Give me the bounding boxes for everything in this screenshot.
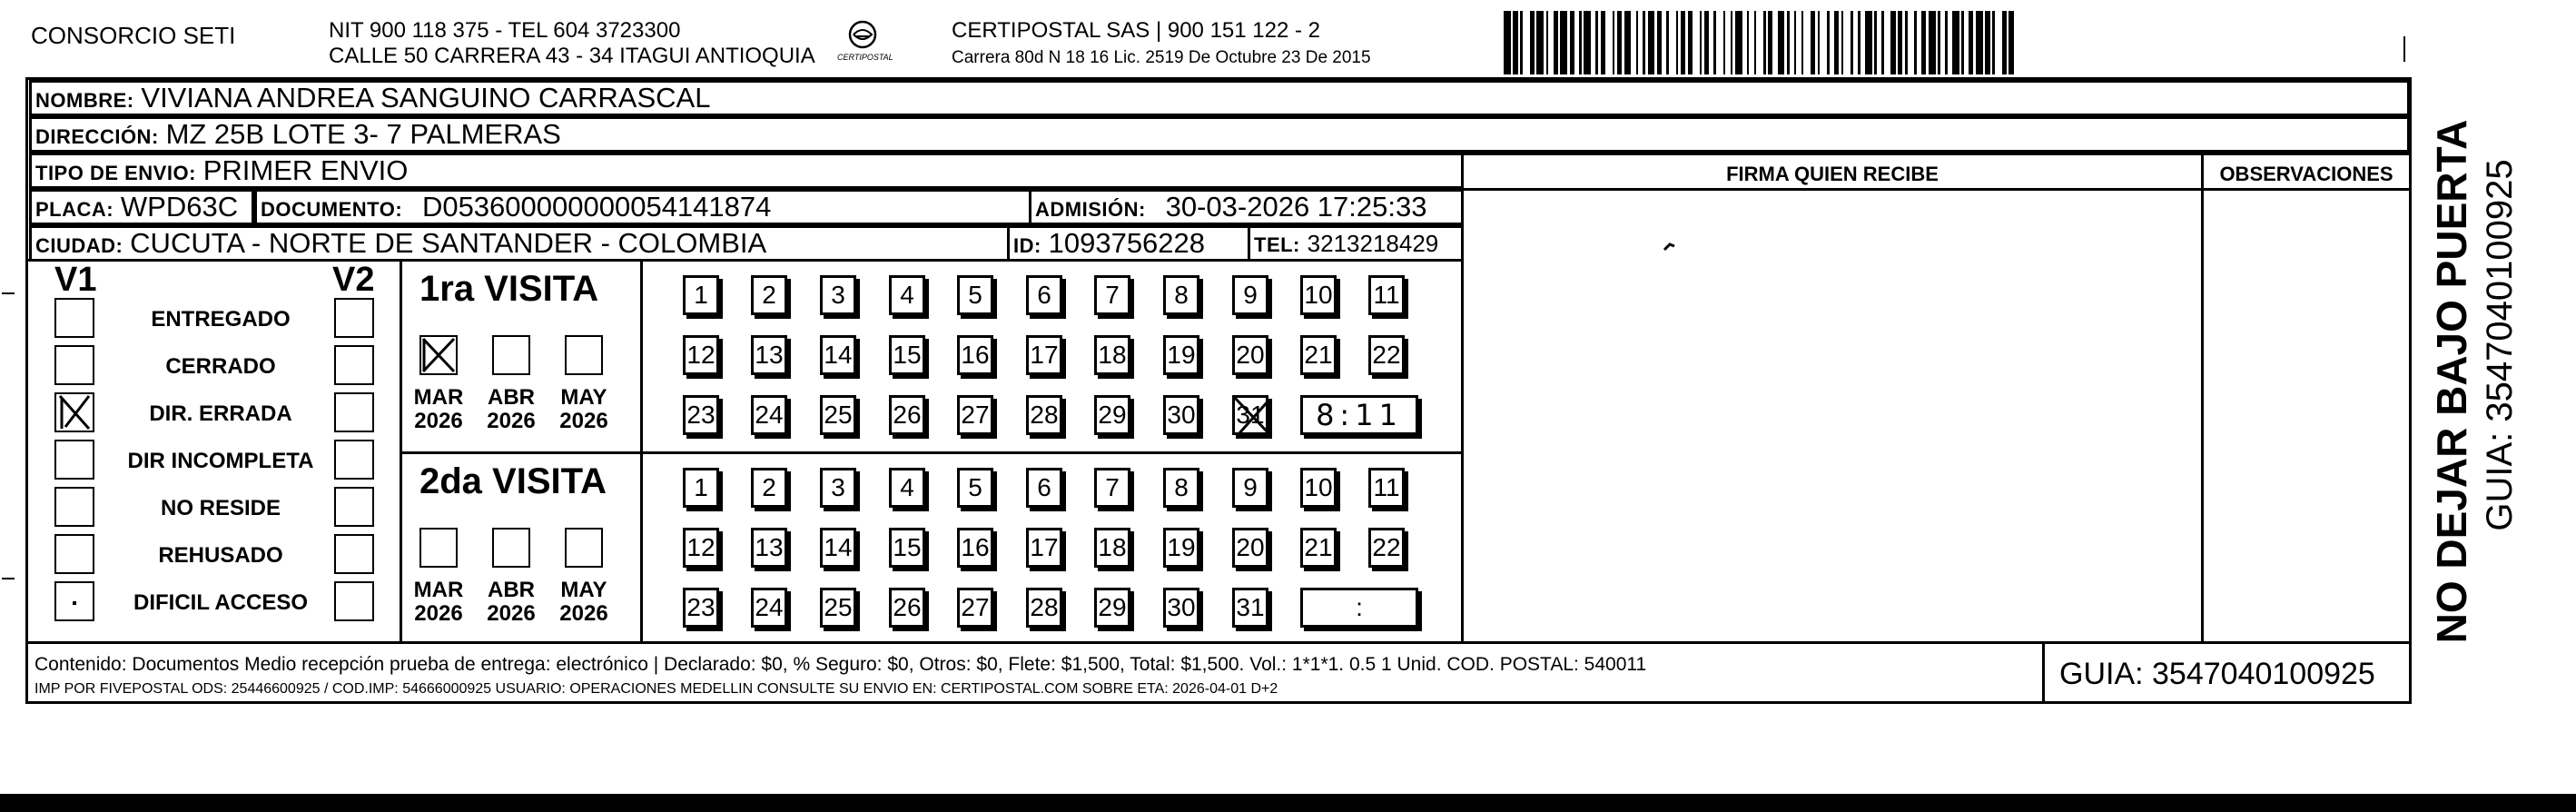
v1-checkbox[interactable]	[54, 581, 94, 621]
footer-guia: GUIA: 3547040100925	[2059, 657, 2375, 691]
barcode-bar	[1747, 11, 1750, 74]
barcode-bar	[1841, 11, 1844, 74]
day-checkbox[interactable]: 5	[957, 275, 993, 315]
barcode-bar	[1520, 11, 1523, 74]
day-checkbox[interactable]: 4	[889, 275, 925, 315]
day-checkbox[interactable]: 27	[957, 588, 993, 628]
day-checkbox[interactable]: 22	[1368, 335, 1405, 375]
barcode-bar	[1881, 11, 1884, 74]
day-checkbox[interactable]: 10	[1300, 468, 1337, 508]
placa-label: PLACA:	[35, 198, 114, 221]
barcode-bar	[1613, 11, 1615, 74]
status-option-label: ENTREGADO	[151, 307, 291, 332]
time-box[interactable]: 8:11	[1300, 395, 1418, 435]
barcode-bar	[1827, 11, 1830, 74]
barcode-bar	[1579, 11, 1582, 74]
day-checkbox[interactable]: 9	[1232, 468, 1268, 508]
v2-checkbox[interactable]	[334, 392, 374, 432]
day-checkbox[interactable]: 12	[683, 528, 719, 568]
barcode-bar	[1890, 11, 1895, 74]
barcode-bar	[1992, 11, 1995, 74]
barcode-bar	[1584, 11, 1591, 74]
observaciones-column	[2201, 153, 2412, 644]
barcode-bar	[1818, 11, 1821, 74]
id-row	[1007, 225, 1250, 262]
day-checkbox[interactable]: 22	[1368, 528, 1405, 568]
day-checkbox[interactable]: 3	[820, 468, 856, 508]
barcode	[1504, 11, 2230, 76]
id-label: ID:	[1013, 234, 1041, 257]
admision-row	[1029, 189, 1464, 225]
admision-value: 30-03-2026 17:25:33	[1165, 191, 1427, 223]
day-checkbox[interactable]: 18	[1094, 528, 1130, 568]
documento-row	[254, 189, 1031, 225]
barcode-bar	[1704, 11, 1709, 74]
id-value: 1093756228	[1048, 227, 1206, 259]
day-checkbox[interactable]: 12	[683, 335, 719, 375]
barcode-bar	[1874, 11, 1877, 74]
day-checkbox[interactable]: 30	[1163, 395, 1199, 435]
tipo-envio-row	[29, 153, 1464, 189]
v1-heading: V1	[54, 261, 97, 299]
day-checkbox[interactable]: 20	[1232, 528, 1268, 568]
visit1-title: 1ra VISITA	[419, 269, 599, 309]
signature-mark	[1663, 240, 1676, 256]
barcode-bar	[1601, 11, 1605, 74]
footer-imp-line: IMP POR FIVEPOSTAL ODS: 25446600925 / COD.IMP: 54666000925 USUARIO: OPERACIONES MEDELLIN CONSULTE SU ENVIO EN: CERTIPOSTAL.COM SOBRE ETA: 2026-04-01 D+2	[35, 681, 1278, 697]
day-checkbox[interactable]: 25	[820, 395, 856, 435]
v2-checkbox[interactable]	[334, 487, 374, 527]
license-line: Carrera 80d N 18 16 Lic. 2519 De Octubre 23 De 2015	[952, 48, 1371, 67]
ciudad-label: CIUDAD:	[35, 234, 123, 257]
day-checkbox[interactable]: 1	[683, 468, 719, 508]
day-checkbox[interactable]: 17	[1026, 528, 1062, 568]
bottom-scan-edge	[0, 794, 2576, 812]
observaciones-header: OBSERVACIONES	[2219, 163, 2393, 185]
barcode-bar	[1976, 11, 1983, 74]
barcode-bar	[1834, 11, 1839, 74]
day-checkbox[interactable]: 23	[683, 588, 719, 628]
barcode-bar	[1546, 11, 1549, 74]
day-checkbox[interactable]: 19	[1163, 528, 1199, 568]
barcode-bar	[1851, 11, 1853, 74]
barcode-bar	[1570, 11, 1574, 74]
day-checkbox[interactable]: 18	[1094, 335, 1130, 375]
barcode-bar	[1778, 11, 1785, 74]
direccion-label: DIRECCIÓN:	[35, 125, 159, 148]
day-checkbox[interactable]: 2	[751, 468, 787, 508]
day-checkbox[interactable]: 8	[1163, 275, 1199, 315]
barcode-bar	[1643, 11, 1645, 74]
tel-row	[1248, 225, 1464, 262]
barcode-bar	[1905, 11, 1908, 74]
documento-value: D053600000000054141874	[421, 191, 772, 223]
day-checkbox[interactable]: 27	[957, 395, 993, 435]
barcode-bar	[1754, 11, 1757, 74]
barcode-bar	[1560, 11, 1567, 74]
barcode-bar	[1969, 11, 1973, 74]
tel-value: 3213218429	[1307, 230, 1439, 257]
barcode-bar	[1648, 11, 1655, 74]
ciudad-value: CUCUTA - NORTE DE SANTANDER - COLOMBIA	[130, 227, 767, 259]
barcode-bar	[1961, 11, 1964, 74]
ciudad-row	[29, 225, 1010, 262]
barcode-bar	[1811, 11, 1815, 74]
tel-label: TEL:	[1254, 233, 1300, 256]
status-option-label: DIR INCOMPLETA	[127, 449, 314, 473]
month-label: MAR 2026	[413, 578, 464, 627]
barcode-bar	[1723, 11, 1726, 74]
day-checkbox[interactable]: 11	[1368, 275, 1405, 315]
day-checkbox[interactable]: 21	[1300, 528, 1337, 568]
month-checkbox[interactable]	[492, 335, 530, 375]
v1-checkbox[interactable]	[54, 345, 94, 385]
placa-value: WPD63C	[120, 191, 239, 223]
day-checkbox[interactable]: 26	[889, 588, 925, 628]
barcode-bar	[1676, 11, 1679, 74]
v2-checkbox[interactable]	[334, 581, 374, 621]
left-edge-mark	[2, 292, 15, 294]
day-checkbox[interactable]: 1	[683, 275, 719, 315]
day-checkbox[interactable]: 15	[889, 528, 925, 568]
direccion-value: MZ 25B LOTE 3- 7 PALMERAS	[165, 118, 561, 150]
status-option-label: NO RESIDE	[160, 496, 281, 520]
admision-label: ADMISIÓN:	[1035, 198, 1146, 221]
v2-heading: V2	[332, 261, 375, 299]
day-checkbox[interactable]: 8	[1163, 468, 1199, 508]
barcode-bar	[1554, 11, 1558, 74]
barcode-bar	[1636, 11, 1639, 74]
v1-checkbox[interactable]	[54, 440, 94, 480]
v1-checkbox[interactable]	[54, 487, 94, 527]
day-checkbox[interactable]: 14	[820, 335, 856, 375]
day-checkbox[interactable]: 17	[1026, 335, 1062, 375]
barcode-bar	[1666, 11, 1669, 74]
barcode-bar	[1624, 11, 1632, 74]
month-checkbox[interactable]	[419, 528, 458, 568]
barcode-bar	[1735, 11, 1742, 74]
day-checkbox[interactable]: 30	[1163, 588, 1199, 628]
barcode-bar	[1921, 11, 1926, 74]
company-name: CONSORCIO SETI	[31, 22, 236, 49]
day-checkbox[interactable]: 7	[1094, 468, 1130, 508]
day-checkbox[interactable]: 16	[957, 528, 993, 568]
placa-row	[29, 189, 254, 225]
day-checkbox[interactable]: 11	[1368, 468, 1405, 508]
barcode-bar	[1801, 11, 1804, 74]
logo-text: CERTIPOSTAL	[837, 53, 893, 62]
barcode-bar	[1945, 11, 1948, 74]
day-checkbox[interactable]: 21	[1300, 335, 1337, 375]
month-label: MAR 2026	[413, 385, 464, 434]
day-checkbox[interactable]: 2	[751, 275, 787, 315]
barcode-bar	[1536, 11, 1544, 74]
tipo-envio-label: TIPO DE ENVIO:	[35, 162, 196, 184]
day-checkbox[interactable]: 3	[820, 275, 856, 315]
day-checkbox[interactable]: 4	[889, 468, 925, 508]
day-checkbox[interactable]: 24	[751, 395, 787, 435]
barcode-bar	[1681, 11, 1685, 74]
left-edge-mark-2	[2, 578, 15, 579]
month-label: MAY 2026	[559, 385, 608, 434]
time-box[interactable]: :	[1300, 588, 1418, 628]
side-guia: GUIA: 3547040100925	[2480, 159, 2520, 531]
barcode-bar	[1504, 11, 1511, 74]
certipostal-line: CERTIPOSTAL SAS | 900 151 122 - 2	[952, 18, 1320, 43]
month-label: ABR 2026	[487, 578, 536, 627]
month-label: ABR 2026	[487, 385, 536, 434]
barcode-bar	[1985, 11, 1989, 74]
barcode-bar	[1787, 11, 1790, 74]
barcode-bar	[1914, 11, 1917, 74]
v1-checkbox[interactable]	[54, 534, 94, 574]
no-dejar-warning: NO DEJAR BAJO PUERTA	[2428, 119, 2475, 644]
direccion-row	[29, 116, 2410, 153]
firma-header: FIRMA QUIEN RECIBE	[1726, 163, 1939, 185]
day-checkbox[interactable]: 23	[683, 395, 719, 435]
certipostal-logo	[835, 16, 893, 71]
month-checkbox[interactable]	[419, 335, 458, 375]
barcode-bar	[1929, 11, 1936, 74]
barcode-bar	[1513, 11, 1517, 74]
barcode-bar	[1530, 11, 1535, 74]
address-line: CALLE 50 CARRERA 43 - 34 ITAGUI ANTIOQUIA	[329, 44, 815, 68]
day-checkbox[interactable]: 25	[820, 588, 856, 628]
v2-checkbox[interactable]	[334, 534, 374, 574]
barcode-bar	[1768, 11, 1772, 74]
documento-label: DOCUMENTO:	[261, 198, 403, 221]
barcode-bar	[1713, 11, 1716, 74]
tipo-envio-value: PRIMER ENVIO	[202, 154, 409, 186]
day-checkbox[interactable]: 6	[1026, 275, 1062, 315]
barcode-bar	[1595, 11, 1598, 74]
footer-contenido: Contenido: Documentos Medio recepción prueba de entrega: electrónico | Declarado: $0, % Seguro: $0, Otros: $0, Flete: $1,500, Total: $1,500. Vol.: 1*1*1. 0.5 1 Unid. COD. POSTAL: 540011	[35, 654, 1647, 675]
status-option-label: DIFICIL ACCESO	[133, 590, 308, 615]
day-checkbox[interactable]: 6	[1026, 468, 1062, 508]
status-option-label: CERRADO	[165, 354, 276, 379]
nit-line: NIT 900 118 375 - TEL 604 3723300	[329, 18, 681, 43]
day-checkbox[interactable]: 28	[1026, 588, 1062, 628]
status-option-label: DIR. ERRADA	[149, 401, 292, 426]
day-checkbox[interactable]: 10	[1300, 275, 1337, 315]
day-checkbox[interactable]: 20	[1232, 335, 1268, 375]
visit2-title: 2da VISITA	[419, 461, 607, 501]
v2-checkbox[interactable]	[334, 298, 374, 338]
barcode-bar	[1700, 11, 1703, 74]
barcode-bar	[1858, 11, 1860, 74]
barcode-bar	[1688, 11, 1693, 74]
barcode-bar	[1763, 11, 1766, 74]
day-checkbox[interactable]: 16	[957, 335, 993, 375]
day-checkbox[interactable]: 13	[751, 528, 787, 568]
day-checkbox[interactable]: 9	[1232, 275, 1268, 315]
barcode-bar	[2008, 11, 2013, 74]
nombre-row	[29, 80, 2410, 116]
barcode-bar	[1794, 11, 1797, 74]
nombre-value: VIVIANA ANDREA SANGUINO CARRASCAL	[141, 82, 711, 114]
month-checkbox[interactable]	[565, 528, 603, 568]
day-number: 31	[1236, 401, 1265, 429]
v2-checkbox[interactable]	[334, 440, 374, 480]
month-label: MAY 2026	[559, 578, 608, 627]
day-checkbox[interactable]: 24	[751, 588, 787, 628]
month-checkbox[interactable]	[492, 528, 530, 568]
day-checkbox[interactable]: 5	[957, 468, 993, 508]
day-checkbox[interactable]: 29	[1094, 588, 1130, 628]
firma-column	[1461, 153, 2204, 644]
barcode-bar	[1731, 11, 1733, 74]
v2-checkbox[interactable]	[334, 345, 374, 385]
barcode-bar	[1617, 11, 1622, 74]
status-option-label: REHUSADO	[158, 543, 283, 568]
day-checkbox[interactable]: 7	[1094, 275, 1130, 315]
day-checkbox[interactable]: 19	[1163, 335, 1199, 375]
right-edge-mark	[2403, 36, 2405, 62]
nombre-label: NOMBRE:	[35, 89, 134, 112]
day-checkbox[interactable]: 14	[820, 528, 856, 568]
v1-checkbox[interactable]	[54, 298, 94, 338]
day-checkbox[interactable]: 15	[889, 335, 925, 375]
barcode-bar	[2002, 11, 2007, 74]
barcode-bar	[1898, 11, 1902, 74]
day-checkbox[interactable]: 31	[1232, 588, 1268, 628]
day-checkbox[interactable]: 13	[751, 335, 787, 375]
day-checkbox[interactable]: 28	[1026, 395, 1062, 435]
v1-checkbox[interactable]	[54, 392, 94, 432]
barcode-bar	[1865, 11, 1872, 74]
day-checkbox[interactable]: 26	[889, 395, 925, 435]
barcode-bar	[1657, 11, 1662, 74]
barcode-bar	[1938, 11, 1940, 74]
day-checkbox[interactable]: 29	[1094, 395, 1130, 435]
month-checkbox[interactable]	[565, 335, 603, 375]
barcode-bar	[1952, 11, 1959, 74]
day-checkbox[interactable]	[1232, 395, 1268, 435]
